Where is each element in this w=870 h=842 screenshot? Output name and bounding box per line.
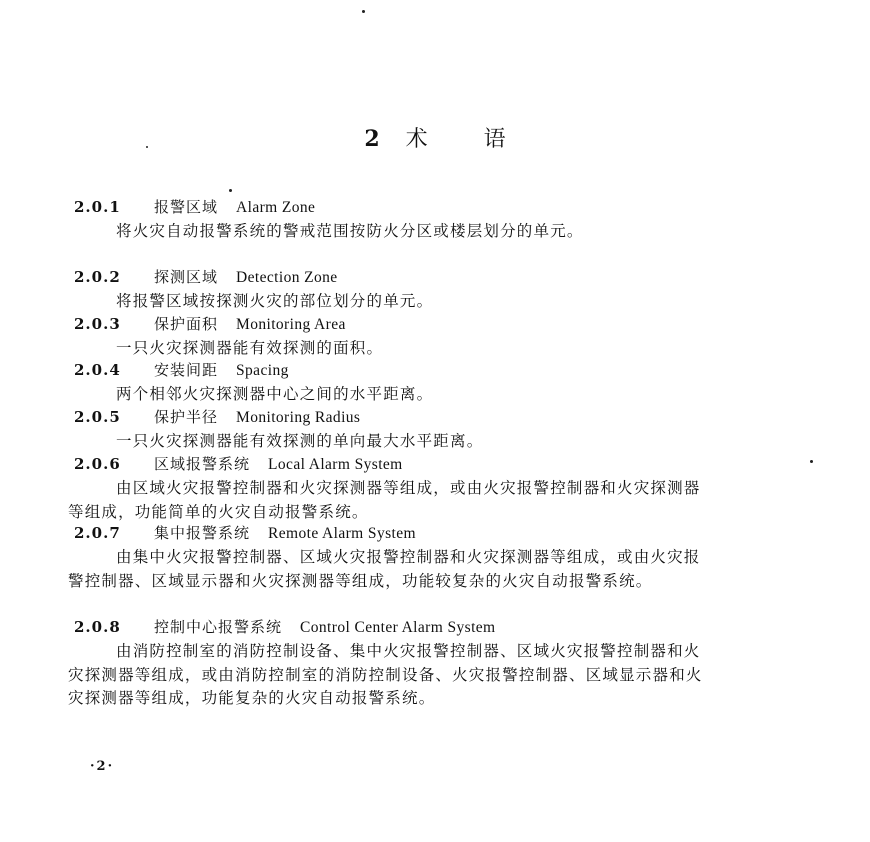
term-cn: 控制中心报警系统 bbox=[154, 618, 283, 636]
term-heading bbox=[74, 617, 496, 638]
term-heading bbox=[74, 314, 346, 335]
term-heading bbox=[74, 523, 416, 544]
chapter-title-char-1: 术 bbox=[405, 127, 428, 152]
term-number: 2.0.6 bbox=[74, 455, 121, 473]
term-number: 2.0.4 bbox=[74, 361, 121, 379]
term-en: Monitoring Radius bbox=[236, 409, 361, 426]
term-number: 2.0.5 bbox=[74, 408, 121, 426]
term-cn: 报警区域 bbox=[154, 198, 219, 216]
term-en: Remote Alarm System bbox=[268, 525, 416, 542]
scan-speck bbox=[362, 10, 365, 13]
term-definition: 由区域火灾报警控制器和火灾探测器等组成，或由火灾报警控制器和火灾探测器等组成，功能简单的火灾自动报警系统。 bbox=[68, 479, 701, 521]
term-number: 2.0.8 bbox=[74, 618, 121, 636]
term-en: Alarm Zone bbox=[236, 199, 316, 216]
chapter-number: 2 bbox=[364, 126, 380, 152]
page-number: ·2· bbox=[90, 759, 115, 774]
term-number: 2.0.2 bbox=[74, 268, 121, 286]
term-definition: 由消防控制室的消防控制设备、集中火灾报警控制器、区域火灾报警控制器和火灾探测器等组成，或由消防控制室的消防控制设备、火灾报警控制器、区域显示器和火灾探测器等组成，功能复杂的火灾自动报警系统。 bbox=[68, 642, 703, 707]
term-number: 2.0.3 bbox=[74, 315, 121, 333]
term-cn: 安装间距 bbox=[154, 361, 219, 379]
term-en: Spacing bbox=[236, 362, 289, 379]
term-heading bbox=[74, 267, 338, 288]
term-definition: 一只火灾探测器能有效探测的面积。 bbox=[116, 339, 384, 357]
term-number: 2.0.7 bbox=[74, 524, 121, 542]
term-cn: 保护面积 bbox=[154, 315, 219, 333]
term-definition: 将报警区域按探测火灾的部位划分的单元。 bbox=[116, 292, 434, 310]
term-en: Local Alarm System bbox=[268, 456, 403, 473]
term-cn: 区域报警系统 bbox=[154, 455, 251, 473]
term-definition: 将火灾自动报警系统的警戒范围按防火分区或楼层划分的单元。 bbox=[116, 222, 584, 240]
chapter-title bbox=[0, 122, 870, 153]
term-en: Detection Zone bbox=[236, 269, 338, 286]
term-heading bbox=[74, 454, 403, 475]
term-cn: 保护半径 bbox=[154, 408, 219, 426]
term-en: Monitoring Area bbox=[236, 316, 346, 333]
term-en: Control Center Alarm System bbox=[300, 619, 496, 636]
term-cn: 集中报警系统 bbox=[154, 524, 251, 542]
term-number: 2.0.1 bbox=[74, 198, 121, 216]
term-cn: 探测区域 bbox=[154, 268, 219, 286]
term-definition: 两个相邻火灾探测器中心之间的水平距离。 bbox=[116, 385, 434, 403]
scan-speck bbox=[810, 460, 813, 463]
scan-speck bbox=[229, 189, 232, 192]
term-definition: 一只火灾探测器能有效探测的单向最大水平距离。 bbox=[116, 432, 484, 450]
term-heading bbox=[74, 197, 315, 218]
term-heading bbox=[74, 360, 289, 381]
term-definition: 由集中火灾报警控制器、区域火灾报警控制器和火灾探测器等组成，或由火灾报警控制器、区域显示器和火灾探测器等组成，功能较复杂的火灾自动报警系统。 bbox=[68, 548, 701, 590]
term-heading bbox=[74, 407, 360, 428]
chapter-title-char-2: 语 bbox=[483, 127, 506, 152]
